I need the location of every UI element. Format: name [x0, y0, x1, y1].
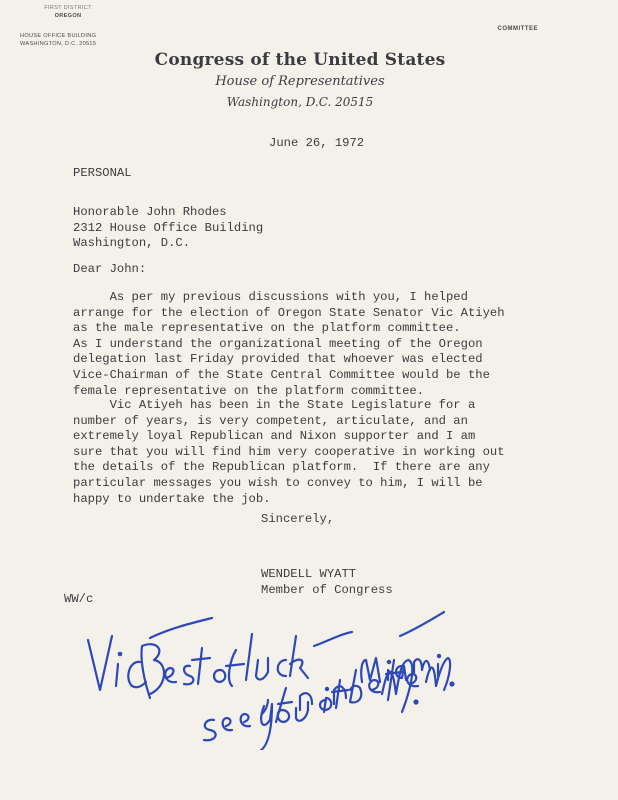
- recipient-address: [73, 205, 263, 252]
- city-title: Washington, D.C. 20515: [226, 95, 374, 109]
- paragraph-2-line: particular messages you wish to convey to him, I will be: [73, 475, 483, 490]
- paragraph-1-line: delegation last Friday provided that whoever was elected: [73, 352, 483, 367]
- house-title: House of Representatives: [215, 74, 385, 89]
- state-label: OREGON: [54, 13, 82, 19]
- paragraph-1: [73, 290, 505, 399]
- paragraph-1-line: female representative on the platform committee.: [73, 383, 425, 398]
- closing: Sincerely,: [261, 512, 335, 526]
- office-line-1: HOUSE OFFICE BUILDING: [20, 33, 97, 39]
- signer-name: WENDELL WYATT: [261, 567, 357, 581]
- paragraph-2-line: extremely loyal Republican and Nixon supporter and I am: [73, 429, 476, 444]
- salutation: Dear John:: [73, 262, 147, 276]
- recipient-street: 2312 House Office Building: [73, 220, 264, 235]
- letter-date: June 26, 1972: [269, 136, 365, 150]
- paragraph-1-line: arrange for the election of Oregon State Senator Vic Atiyeh: [73, 305, 505, 320]
- paragraph-1-line: as the male representative on the platform committee.: [73, 321, 461, 336]
- recipient-name: Honorable John Rhodes: [73, 205, 227, 219]
- paragraph-1-line: Vice-Chairman of the State Central Committee would be the: [73, 367, 490, 382]
- district-label: FIRST DISTRICT: [44, 5, 92, 11]
- congress-title: Congress of the United States: [154, 50, 446, 70]
- paragraph-2: [73, 398, 505, 507]
- letterhead-district-block: [8, 4, 128, 48]
- paragraph-2-line: Vic Atiyeh has been in the State Legislature for a: [73, 398, 476, 412]
- paragraph-1-line: As I understand the organizational meeting of the Oregon: [73, 336, 483, 351]
- typist-initials: WW/c: [64, 592, 94, 606]
- paragraph-2-line: sure that you will find him very cooperative in working out: [73, 444, 505, 459]
- handwritten-note: [0, 590, 618, 750]
- paragraph-2-line: number of years, is very competent, articulate, and an: [73, 413, 468, 428]
- classification-label: PERSONAL: [73, 166, 132, 180]
- paragraph-2-line: happy to undertake the job.: [73, 491, 271, 506]
- office-line-2: WASHINGTON, D.C. 20515: [20, 41, 97, 47]
- paragraph-2-line: the details of the Republican platform. If there are any: [73, 460, 490, 475]
- committee-label: COMMITTEE: [497, 26, 538, 32]
- signer-title: Member of Congress: [261, 582, 393, 597]
- paragraph-1-line: As per my previous discussions with you, I helped: [73, 290, 468, 304]
- letterhead-title-block: [150, 50, 450, 109]
- recipient-city: Washington, D.C.: [73, 236, 191, 251]
